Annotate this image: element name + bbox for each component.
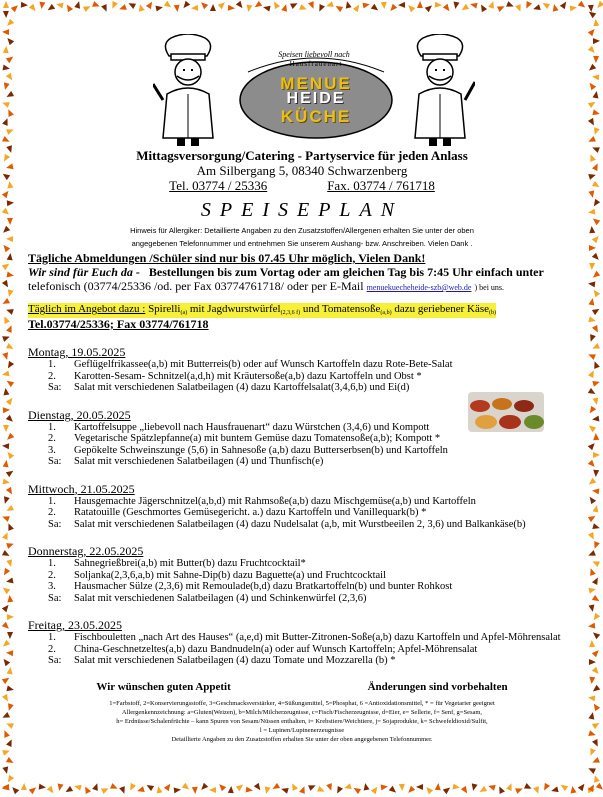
menu-item: [28, 593, 576, 605]
menu-item-text: Salat mit verschiedenen Salatbeilagen (4) dazu Nudelsalat (a,b, mit Wurstbeeilen 2, 3,6) und Balkankäse(b): [74, 518, 526, 530]
menu-item-number: 3.: [48, 581, 56, 592]
menu-item-number: 1.: [48, 558, 56, 569]
chef-icon: [153, 34, 223, 146]
footer-row: [28, 681, 576, 693]
menu-item-text: Salat mit verschiedenen Salatbeilagen (4) dazu Kartoffelsalat(3,4,6,b) und Ei(d): [74, 382, 410, 393]
menu-item: [28, 456, 576, 468]
fax-number: Fax. 03774 / 761718: [327, 178, 435, 193]
day-section: [28, 544, 576, 604]
menu-item: [28, 570, 576, 582]
day-list: [28, 345, 576, 667]
menu-item-number: Sa:: [48, 655, 62, 666]
menu-item-text: Salat mit verschiedenen Salatbeilagen (4) und Thunfisch(e): [74, 456, 324, 467]
email-link[interactable]: menuekuecheheide-szb@web.de: [366, 283, 472, 292]
header: [28, 148, 576, 178]
menu-item-number: 2.: [48, 433, 56, 444]
logo-banner: Speisen liebevoll nach: [278, 50, 350, 59]
menu-item: [28, 632, 576, 644]
menu-item: [28, 359, 576, 371]
chef-icon: [405, 34, 475, 146]
notice-unsubscribe: Tägliche Abmeldungen /Schüler sind nur bis 07.45 Uhr möglich, Vielen Dank!: [28, 251, 426, 265]
day-title: Mittwoch, 21.05.2025: [28, 481, 135, 496]
menu-item-number: 2.: [48, 569, 56, 581]
menu-item-text: Kartoffelsuppe „liebevoll nach Hausfrauenart“ dazu Würstchen (3,4,6) und Kompott: [74, 421, 430, 433]
menu-item-number: Sa:: [48, 592, 62, 604]
legend: 1=Farbstoff, 2=Konservierungsstoffe, 3=Geschmacksverstärker, 4=Süßungsmittel, 5=Phosphat, 6 =Antioxidationsmittel, * = für Vegetarier geeignet Allergenkennzeichnung: a=Gluten(Weizen), b=Milch/Milcherzeugnisse, c=Fisch/Fischerzeugnisse, d=Eier, e= Sellerie, f= Senf, g=Sesam, h= Erdnüsse/Schalenfrüchte – kann Spuren von Sesam/Nüssen enthalten, i= Krebstiere/Weichtiere, j= Sojaprodukte, k= Schwefeldioxid/Sulfit, l = Lupinen/Lupinenerzeugnisse Detaillierte Angaben zu den Zusatzstoffen erhalten Sie unter der oben angegebenen Telefonnummer.: [109, 699, 495, 743]
menu-item-text: Salat mit verschiedenen Salatbeilagen (4) und Schinkenwürfel (2,3,6): [74, 592, 367, 604]
phone-number: Tel. 03774 / 25336: [169, 178, 268, 193]
menu-item-number: Sa:: [48, 518, 62, 530]
allergy-note: Hinweis für Allergiker: Detaillierte Angaben zu den Zusatzstoffen/Allergenen erhalten Sie unter der oben angegebenen Telefonnummer und entnehmen Sie unserem Aushang- bzw. Anschreiben. Vielen Dank .: [130, 226, 474, 248]
menu-item-number: 3.: [48, 444, 56, 456]
menu-item: [28, 496, 576, 508]
header-line: Mittagsversorgung/Catering - Partyservice für jeden Anlass: [136, 148, 468, 163]
logo: [28, 14, 576, 148]
menu-item-text: Hausmacher Sülze (2,3,6) mit Remoulade(b,d) dazu Bratkartoffeln(b) und bunter Rohkost: [74, 581, 453, 592]
contact-row: [28, 178, 576, 193]
day-title: Montag, 19.05.2025: [28, 345, 126, 359]
logo-word-1: MENUE: [280, 74, 352, 93]
menu-item-text: Hausgemachte Jägerschnitzel(a,b,d) mit Rahmsoße(a,b) dazu Mischgemüse(a,b) und Kartoffeln: [74, 495, 476, 507]
menu-item-text: Sahnegrießbrei(a,b) mit Butter(b) dazu Fruchtcocktail*: [74, 558, 306, 569]
menu-item-number: 1.: [48, 632, 56, 643]
menu-item-number: Sa:: [48, 382, 62, 393]
menu-item-number: Sa:: [48, 456, 62, 467]
menu-item-text: Fischbouletten „nach Art des Hauses“ (a,e,d) mit Butter-Zitronen-Soße(a,b) dazu Kartoffeln und Apfel-Möhrensalat: [74, 632, 561, 643]
menu-item-number: 2.: [48, 643, 56, 655]
menu-item: [28, 422, 576, 434]
menu-item-number: 1.: [48, 421, 56, 433]
address: Am Silbergang 5, 08340 Schwarzenberg: [196, 163, 408, 178]
daily-offer: Täglich im Angebot dazu : Spirelli$_{(a)}$ mit Jagdwurstwürfel$_{(2,3,6 f)}$ und Tomatensoße$_{(a,b)}$ dazu geriebener Käse$_{(b)}$: [28, 303, 496, 316]
menu-item-text: Karotten-Sesam- Schnitzel(a,d,h) mit Kräutersoße(a,b) dazu Kartoffeln und Obst *: [74, 370, 422, 382]
day-title: Dienstag, 20.05.2025: [28, 407, 131, 422]
day-section: [28, 618, 576, 667]
menu-item: [28, 507, 576, 519]
notice-contact: telefonisch (03774/25336 /od. per Fax 03774761718/ oder per E-Mail menuekuecheheide-szb@web.de ) bei uns.: [28, 279, 505, 293]
day-section: [28, 408, 576, 468]
menu-item-number: 1.: [48, 495, 56, 507]
menu-item-number: 2.: [48, 507, 56, 518]
menu-item: [28, 433, 576, 445]
menu-item-text: China-Geschnetzeltes(a,b) dazu Bandnudeln(a) oder auf Wunsch Kartoffeln; Apfel-Möhrensalat: [74, 643, 478, 655]
logo-word-3: KÜCHE: [280, 107, 352, 126]
day-section: [28, 482, 576, 531]
menu-item: [28, 382, 576, 394]
menu-item-number: 2.: [48, 370, 56, 382]
menu-item: [28, 558, 576, 570]
day-section: [28, 345, 576, 394]
menu-item-text: Geflügelfrikassee(a,b) mit Butterreis(b) oder auf Wunsch Kartoffeln dazu Rote-Bete-Salat: [74, 359, 453, 370]
notice-order: Wir sind für Euch da - Bestellungen bis zum Vortag oder am gleichen Tag bis 7:45 Uhr einfach unter: [28, 265, 544, 279]
logo-subtitle: Hausfrauenart: [289, 60, 343, 68]
menu-item-text: Ratatouille (Geschmortes Gemüsegericht. a.) dazu Kartoffeln und Vanillequark(b) *: [74, 507, 427, 518]
menu-item-number: 1.: [48, 359, 56, 370]
menu-item-text: Soljanka(2,3,6,a,b) mit Sahne-Dip(b) dazu Baguette(a) und Fruchtcocktail: [74, 569, 386, 581]
footer-left: Wir wünschen guten Appetit: [96, 680, 231, 693]
menu-item: [28, 581, 576, 593]
page-title: SPEISEPLAN: [200, 199, 404, 221]
menu-item: [28, 371, 576, 383]
menu-item: [28, 644, 576, 656]
day-title: Freitag, 23.05.2025: [28, 618, 122, 632]
logo-word-2: HEIDE: [286, 90, 346, 107]
day-title: Donnerstag, 22.05.2025: [28, 544, 144, 558]
footer-right: Änderungen sind vorbehalten: [367, 680, 508, 693]
menu-item: [28, 445, 576, 457]
menu-item: [28, 519, 576, 531]
menu-item-text: Salat mit verschiedenen Salatbeilagen (4) dazu Tomate und Mozzarella (b) *: [74, 655, 396, 666]
menu-item: [28, 655, 576, 667]
daily-contact: Tel.03774/25336; Fax 03774/761718: [28, 317, 209, 331]
menu-item-text: Gepökelte Schweinszunge (5,6) in Sahnesoße (a,b) dazu Butterserbsen(b) und Kartoffeln: [74, 444, 448, 456]
menu-item-text: Vegetarische Spätzlepfanne(a) mit buntem Gemüse dazu Tomatensoße(a,b); Kompott *: [74, 433, 441, 444]
